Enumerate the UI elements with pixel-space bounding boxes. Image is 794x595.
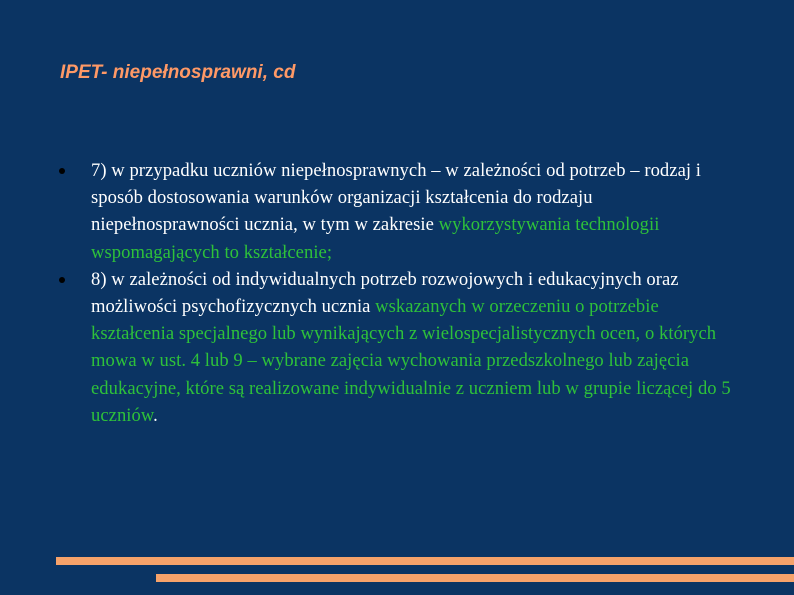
bullet-8-text: 8) w zależności od indywidualnych potrzeb rozwojowych i edukacyjnych oraz możliwości psychofizycznych ucznia [91, 268, 679, 318]
bullet-item-7 [56, 157, 736, 266]
bullet-7-text: 7) w przypadku uczniów niepełnosprawnych – w zależności od potrzeb – rodzaj i sposób dostosowania warunków organizacji kształcenia do rodzaju niepełnosprawności ucznia, w tym w zakresie [91, 160, 702, 236]
bullet-dot-icon [59, 168, 65, 174]
bullet-dot-icon [59, 277, 65, 283]
accent-bar-bottom [156, 574, 794, 582]
bullet-8-period: . [153, 404, 158, 426]
accent-bar-top [56, 557, 794, 565]
bullet-list [56, 157, 736, 429]
slide-title: IPET- niepełnosprawni, cd [60, 62, 296, 83]
bullet-8-highlight: wskazanych w orzeczeniu o potrzebie kształcenia specjalnego lub wynikających z wielospecjalistycznych ocen, o których mowa w ust. 4 lub 9 – wybrane zajęcia wychowania przedszkolnego lub zajęcia edukacyjne, które są realizowane indywidualnie z uczniem lub w grupie liczącej do 5 uczniów [91, 296, 731, 426]
bullet-item-8 [56, 266, 736, 429]
bullet-7-highlight: wykorzystywania technologii wspomagających to kształcenie; [91, 214, 660, 263]
